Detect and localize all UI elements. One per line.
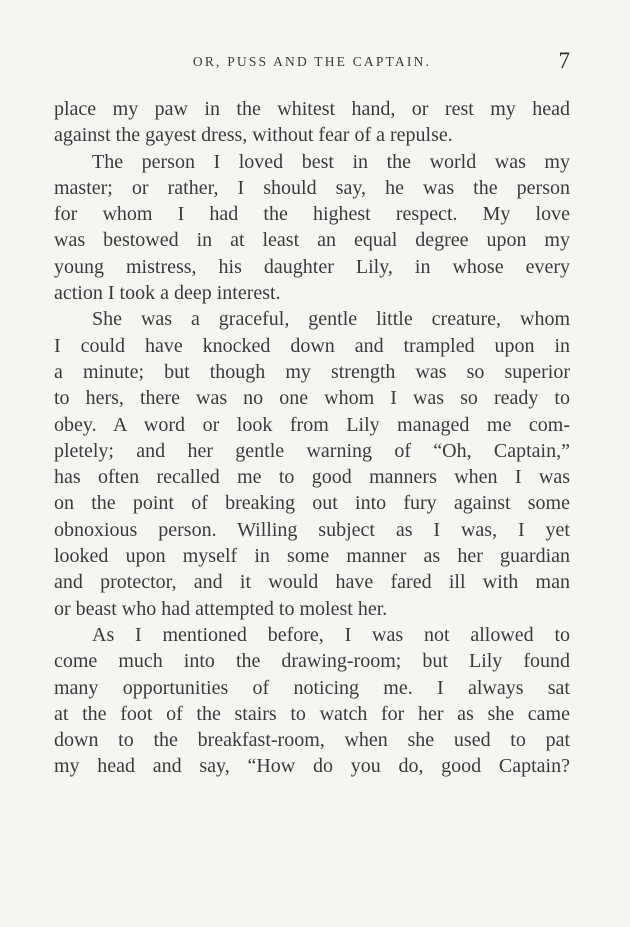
text-line: obnoxious person. Willing subject as I was, I yet (54, 518, 570, 541)
text-line: pletely; and her gentle warning of “Oh, Captain,” (54, 439, 570, 462)
text-line: for whom I had the highest respect. My love (54, 203, 570, 226)
text-line: my head and say, “How do you do, good Captain? (54, 755, 570, 778)
text-line: place my paw in the whitest hand, or rest my head (54, 98, 570, 120)
text-line: at the foot of the stairs to watch for her as she came (54, 702, 570, 725)
text-line: a minute; but though my strength was so superior (54, 360, 570, 383)
text-line: has often recalled me to good manners when I was (54, 466, 570, 489)
text-line: against the gayest dress, without fear of a repulse. (54, 124, 453, 147)
page-header (52, 48, 572, 78)
running-head: OR, PUSS AND THE CAPTAIN. (192, 54, 432, 69)
text-line: The person I loved best in the world was my (92, 150, 570, 173)
text-line: I could have knocked down and trampled upon in (54, 334, 570, 357)
text-line: young mistress, his daughter Lily, in whose every (54, 255, 570, 278)
text-line: and protector, and it would have fared ill with man (54, 571, 570, 594)
text-line: She was a graceful, gentle little creature, whom (92, 308, 570, 331)
text-line: on the point of breaking out into fury against some (54, 492, 570, 515)
text-line: come much into the drawing-room; but Lily found (54, 650, 570, 673)
text-line: or beast who had attempted to molest her. (54, 597, 388, 620)
text-line: down to the breakfast-room, when she used to pat (54, 729, 570, 752)
text-line: looked upon myself in some manner as her guardian (54, 545, 570, 568)
page-number: 7 (558, 48, 570, 73)
text-line: to hers, there was no one whom I was so ready to (54, 387, 570, 410)
body-text (54, 96, 570, 780)
text-line: many opportunities of noticing me. I always sat (54, 676, 570, 699)
text-line: action I took a deep interest. (54, 282, 281, 305)
text-line: As I mentioned before, I was not allowed to (92, 623, 570, 646)
text-line: was bestowed in at least an equal degree upon my (54, 229, 570, 252)
text-line: master; or rather, I should say, he was the person (54, 176, 570, 199)
text-line: obey. A word or look from Lily managed me com- (54, 413, 570, 436)
